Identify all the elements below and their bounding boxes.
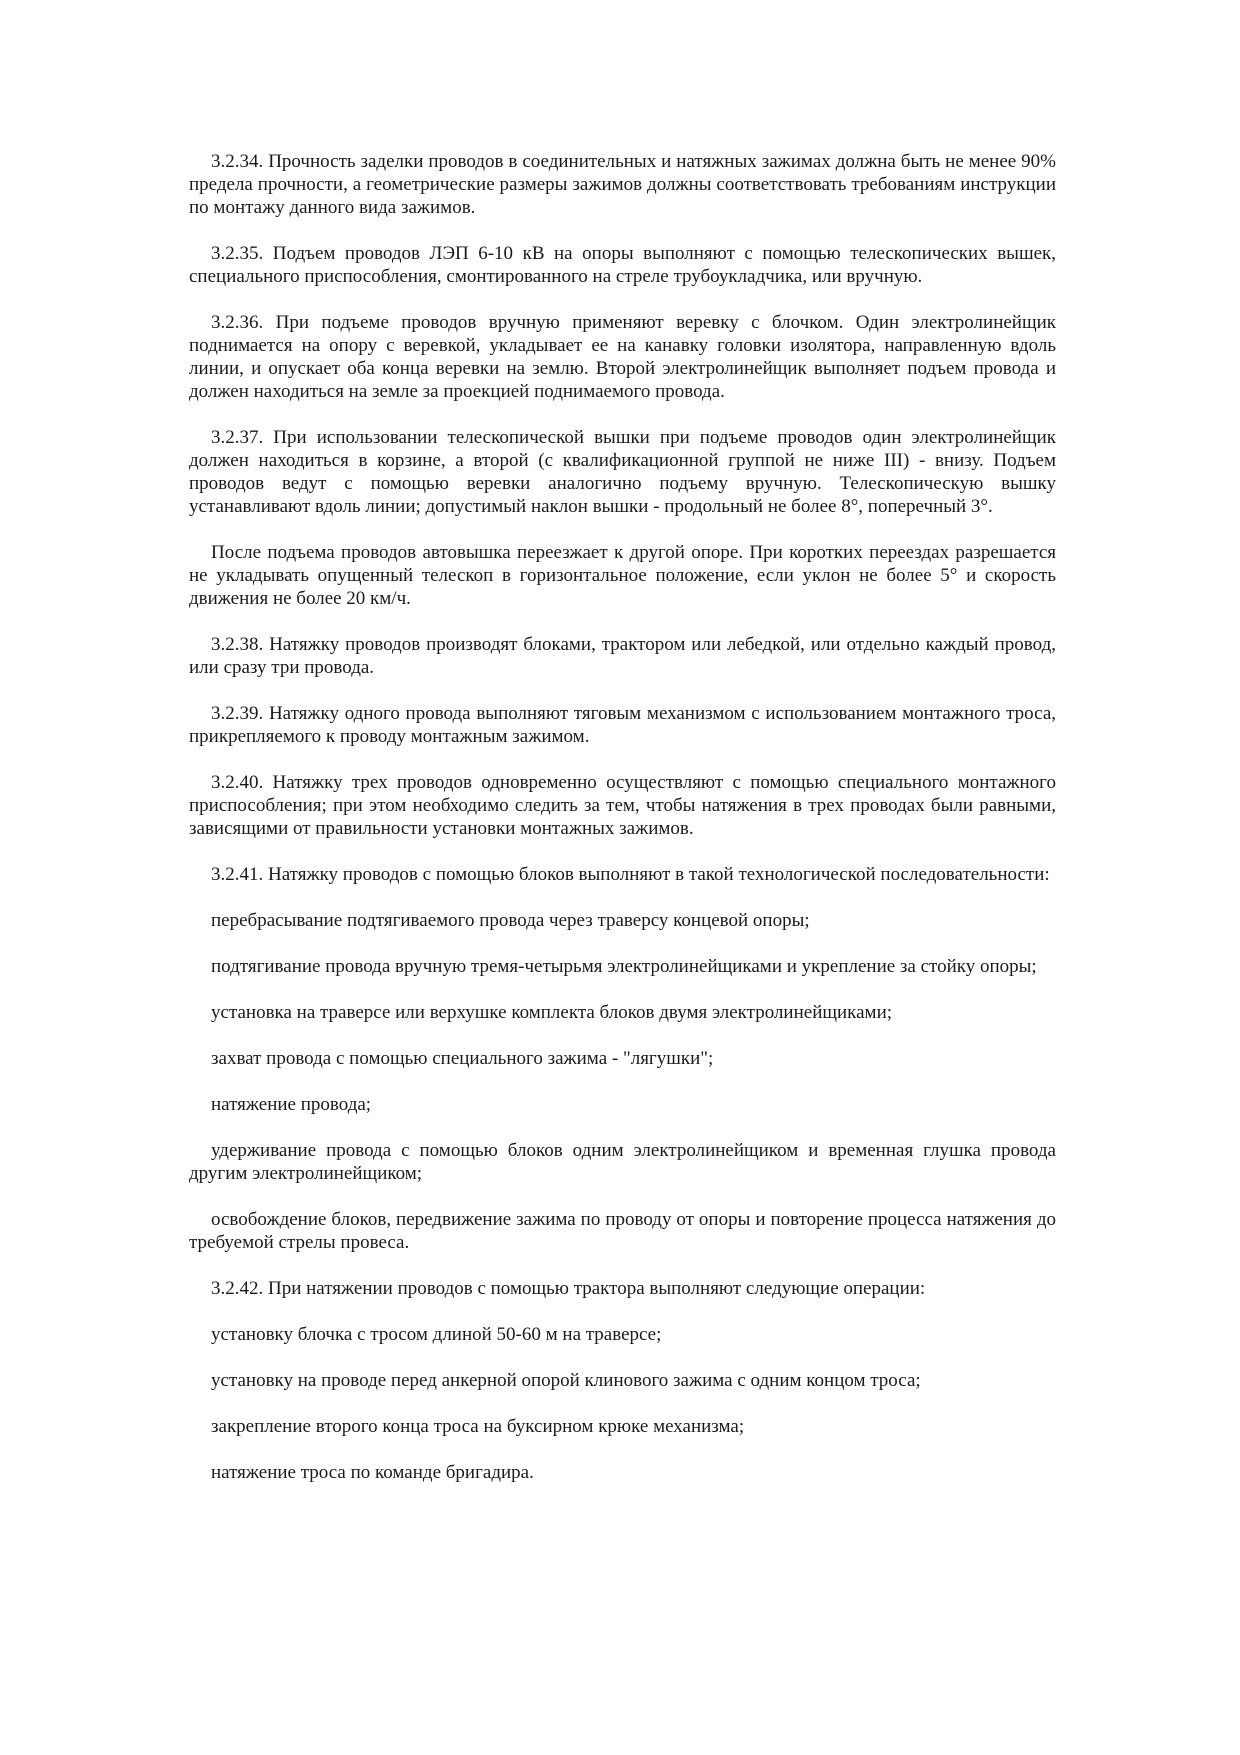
list-item: установку на проводе перед анкерной опорой клинового зажима с одним концом троса; (211, 1370, 921, 1391)
paragraph-3-2-35: 3.2.35. Подъем проводов ЛЭП 6-10 кВ на опоры выполняют с помощью телескопических вышек, специального приспособления, смонтированного на стреле трубоукладчика, или вручную. (189, 243, 1056, 287)
paragraph-3-2-34: 3.2.34. Прочность заделки проводов в соединительных и натяжных зажимах должна быть не менее 90% предела прочности, а геометрические размеры зажимов должны соответствовать требованиям инструкции по монтажу данного вида зажимов. (189, 151, 1056, 218)
paragraph-3-2-36: 3.2.36. При подъеме проводов вручную применяют веревку с блочком. Один электролинейщик поднимается на опору с веревкой, укладывает ее на канавку головки изолятора, направленную вдоль линии, и опускает оба конца веревки на землю. Второй электролинейщик выполняет подъем провода и должен находиться на земле за проекцией поднимаемого провода. (189, 312, 1056, 402)
paragraph-3-2-39: 3.2.39. Натяжку одного провода выполняют тяговым механизмом с использованием монтажного троса, прикрепляемого к проводу монтажным зажимом. (189, 703, 1056, 747)
paragraph-3-2-42: 3.2.42. При натяжении проводов с помощью трактора выполняют следующие операции: (211, 1278, 926, 1299)
paragraph-3-2-37: 3.2.37. При использовании телескопической вышки при подъеме проводов один электролинейщик должен находиться в корзине, а второй (с квалификационной группой не ниже III) - внизу. Подъем проводов ведут с помощью веревки аналогично подъему вручную. Телескопическую вышку устанавливают вдоль линии; допустимый наклон вышки - продольный не более 8°, поперечный 3°. (189, 427, 1056, 517)
paragraph-3-2-40: 3.2.40. Натяжку трех проводов одновременно осуществляют с помощью специального монтажного приспособления; при этом необходимо следить за тем, чтобы натяжения в трех проводах были равными, зависящими от правильности установки монтажных зажимов. (189, 772, 1056, 839)
list-item: установка на траверсе или верхушке комплекта блоков двумя электролинейщиками; (211, 1002, 893, 1023)
paragraph-autovyshka: После подъема проводов автовышка переезжает к другой опоре. При коротких переездах разрешается не укладывать опущенный телескоп в горизонтальное положение, если уклон не более 5° и скорость движения не более 20 км/ч. (189, 542, 1056, 609)
list-item: освобождение блоков, передвижение зажима по проводу от опоры и повторение процесса натяжения до требуемой стрелы провеса. (189, 1209, 1056, 1253)
list-item: установку блочка с тросом длиной 50-60 м на траверсе; (211, 1324, 662, 1345)
paragraph-3-2-41: 3.2.41. Натяжку проводов с помощью блоков выполняют в такой технологической последовательности: (211, 864, 1050, 885)
list-item: удерживание провода с помощью блоков одним электролинейщиком и временная глушка провода другим электролинейщиком; (189, 1140, 1056, 1184)
list-item: натяжение провода; (211, 1094, 372, 1115)
document-page (189, 150, 1056, 1484)
list-item: подтягивание провода вручную тремя-четырьмя электролинейщиками и укрепление за стойку опоры; (211, 956, 1037, 977)
list-item: закрепление второго конца троса на буксирном крюке механизма; (211, 1416, 745, 1437)
list-item: натяжение троса по команде бригадира. (211, 1462, 534, 1483)
list-item: перебрасывание подтягиваемого провода через траверсу концевой опоры; (211, 910, 810, 931)
list-item: захват провода с помощью специального зажима - "лягушки"; (211, 1048, 714, 1069)
paragraph-3-2-38: 3.2.38. Натяжку проводов производят блоками, трактором или лебедкой, или отдельно каждый провод, или сразу три провода. (189, 634, 1056, 678)
